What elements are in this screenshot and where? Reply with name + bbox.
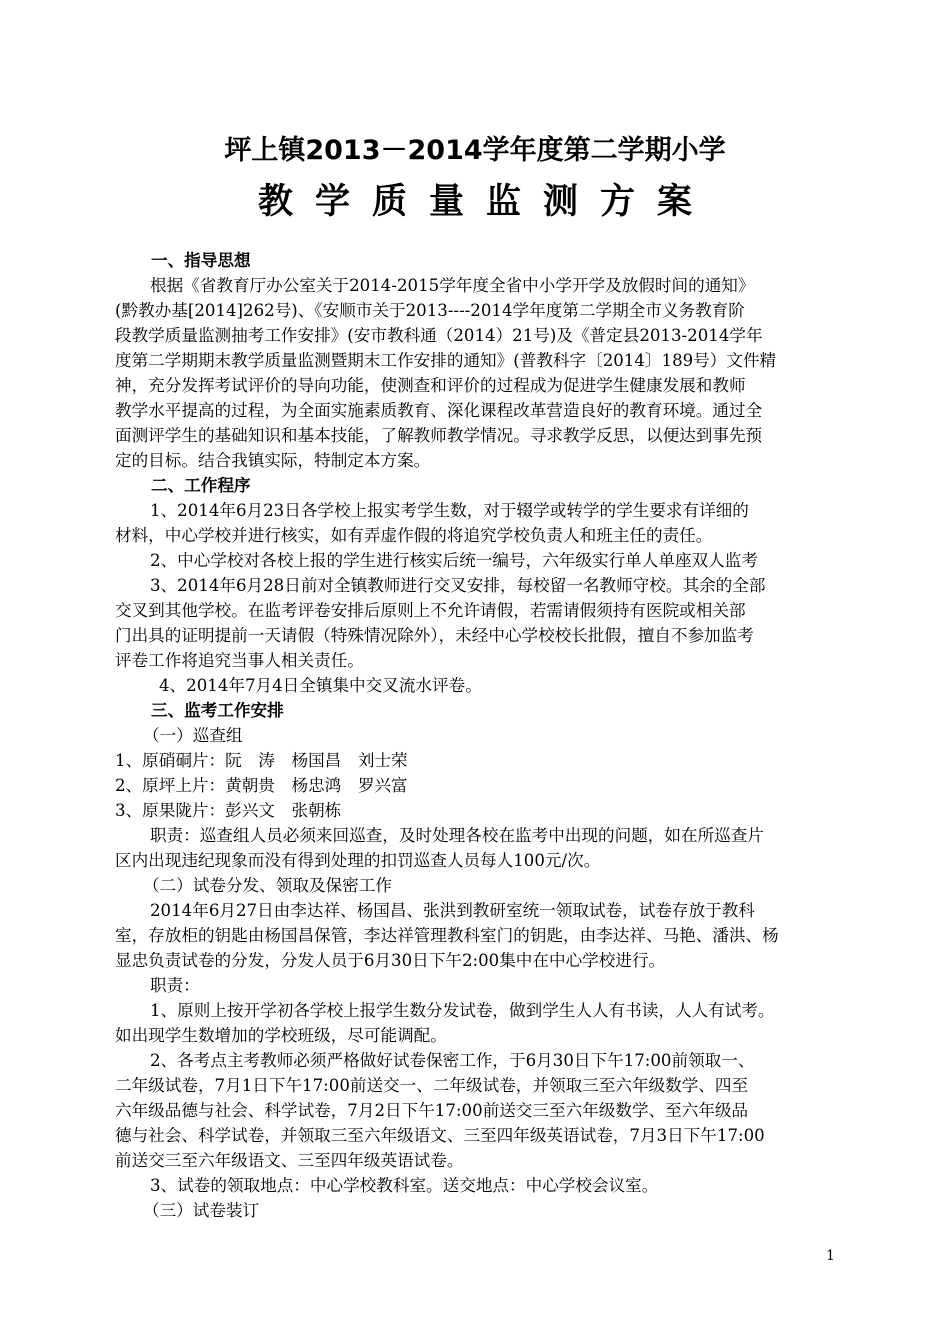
section-heading-work-procedure: 二、工作程序 [151, 476, 251, 495]
paragraph-line: 2、各考点主考教师必须严格做好试卷保密工作，于6月30日下午17:00前领取一、 [150, 1051, 755, 1070]
paragraph-line: 2、中心学校对各校上报的学生进行核实后统一编号，六年级实行单人单座双人监考 [150, 551, 758, 570]
paragraph-line: 段教学质量监测抽考工作安排》(安市教科通（2014）21号)及《普定县2013-2014学年 [115, 326, 763, 345]
paragraph-line: 定的目标。结合我镇实际，特制定本方案。 [115, 451, 431, 470]
paragraph-line: (黔教办基[2014]262号)、《安顺市关于2013----2014学年度第二学期全市义务教育阶 [115, 301, 745, 320]
paragraph-line: 职责： [150, 976, 200, 995]
section-heading-proctoring: 三、监考工作安排 [151, 701, 284, 720]
paragraph-line: 如出现学生数增加的学校班级，尽可能调配。 [115, 1026, 447, 1045]
paragraph-line: 2、原坪上片：黄朝贵 杨忠鸿 罗兴富 [115, 776, 408, 795]
page-number: 1 [826, 1248, 835, 1264]
paragraph-line: 评卷工作将追究当事人相关责任。 [115, 651, 364, 670]
paragraph-line: 区内出现违纪现象而没有得到处理的扣罚巡查人员每人100元/次。 [115, 851, 601, 870]
document-title: 坪上镇2013－2014学年度第二学期小学 [224, 135, 726, 166]
paragraph-line: 3、试卷的领取地点：中心学校教科室。送交地点：中心学校会议室。 [150, 1176, 659, 1195]
paragraph-line: 4、2014年7月4日全镇集中交叉流水评卷。 [159, 676, 482, 695]
paragraph-line: 3、原果陇片：彭兴文 张朝栋 [115, 801, 342, 820]
subsection-heading: （一）巡查组 [143, 726, 243, 745]
paragraph-line: 度第二学期期末教学质量监测暨期末工作安排的通知》(普教科字〔2014〕189号）文件精 [115, 351, 777, 370]
paragraph-line: 六年级品德与社会、科学试卷，7月2日下午17:00前送交三至六年级数学、至六年级品 [115, 1101, 749, 1120]
paragraph-line: 显忠负责试卷的分发，分发人员于6月30日下午2:00集中在中心学校进行。 [115, 951, 666, 970]
paragraph-line: 德与社会、科学试卷，并领取三至六年级语文、三至四年级英语试卷，7月3日下午17:00 [115, 1126, 765, 1145]
paragraph-line: 二年级试卷，7月1日下午17:00前送交一、二年级试卷，并领取三至六年级数学、四至 [115, 1076, 749, 1095]
document-body [115, 248, 845, 1223]
paragraph-line: 职责：巡查组人员必须来回巡查，及时处理各校在监考中出现的问题，如在所巡查片 [150, 826, 764, 845]
paragraph-line: 室，存放柜的钥匙由杨国昌保管，李达祥管理教科室门的钥匙，由李达祥、马艳、潘洪、杨 [115, 926, 779, 945]
paragraph-line: 根据《省教育厅办公室关于2014-2015学年度全省中小学开学及放假时间的通知》 [150, 276, 755, 295]
paragraph-line: 教学水平提高的过程，为全面实施素质教育、深化课程改革营造良好的教育环境。通过全 [115, 401, 763, 420]
document-subtitle: 教学质量监测方案 [257, 182, 714, 222]
paragraph-line: 2014年6月27日由李达祥、杨国昌、张洪到教研室统一领取试卷，试卷存放于教科 [150, 901, 755, 920]
paragraph-line: 1、2014年6月23日各学校上报实考学生数，对于辍学或转学的学生要求有详细的 [150, 501, 749, 520]
paragraph-line: 材料，中心学校并进行核实，如有弄虚作假的将追究学校负责人和班主任的责任。 [115, 526, 713, 545]
subsection-heading: （二）试卷分发、领取及保密工作 [143, 876, 392, 895]
paragraph-line: 神，充分发挥考试评价的导向功能，使测查和评价的过程成为促进学生健康发展和教师 [115, 376, 746, 395]
paragraph-line: 1、原硝硐片：阮 涛 杨国昌 刘士荣 [115, 751, 408, 770]
paragraph-line: 前送交三至六年级语文、三至四年级英语试卷。 [115, 1151, 464, 1170]
section-heading-guiding-ideology: 一、指导思想 [151, 251, 251, 270]
paragraph-line: 1、原则上按开学初各学校上报学生数分发试卷，做到学生人人有书读，人人有试考。 [150, 1001, 775, 1020]
subsection-heading: （三）试卷装订 [143, 1201, 260, 1220]
paragraph-line: 交叉到其他学校。在监考评卷安排后原则上不允许请假，若需请假须持有医院或相关部 [115, 601, 746, 620]
paragraph-line: 面测评学生的基础知识和基本技能，了解教师教学情况。寻求教学反思，以便达到事先预 [115, 426, 763, 445]
paragraph-line: 门出具的证明提前一天请假（特殊情况除外），未经中心学校校长批假，擅自不参加监考 [115, 626, 754, 645]
paragraph-line: 3、2014年6月28日前对全镇教师进行交叉安排，每校留一名教师守校。其余的全部 [150, 576, 766, 595]
